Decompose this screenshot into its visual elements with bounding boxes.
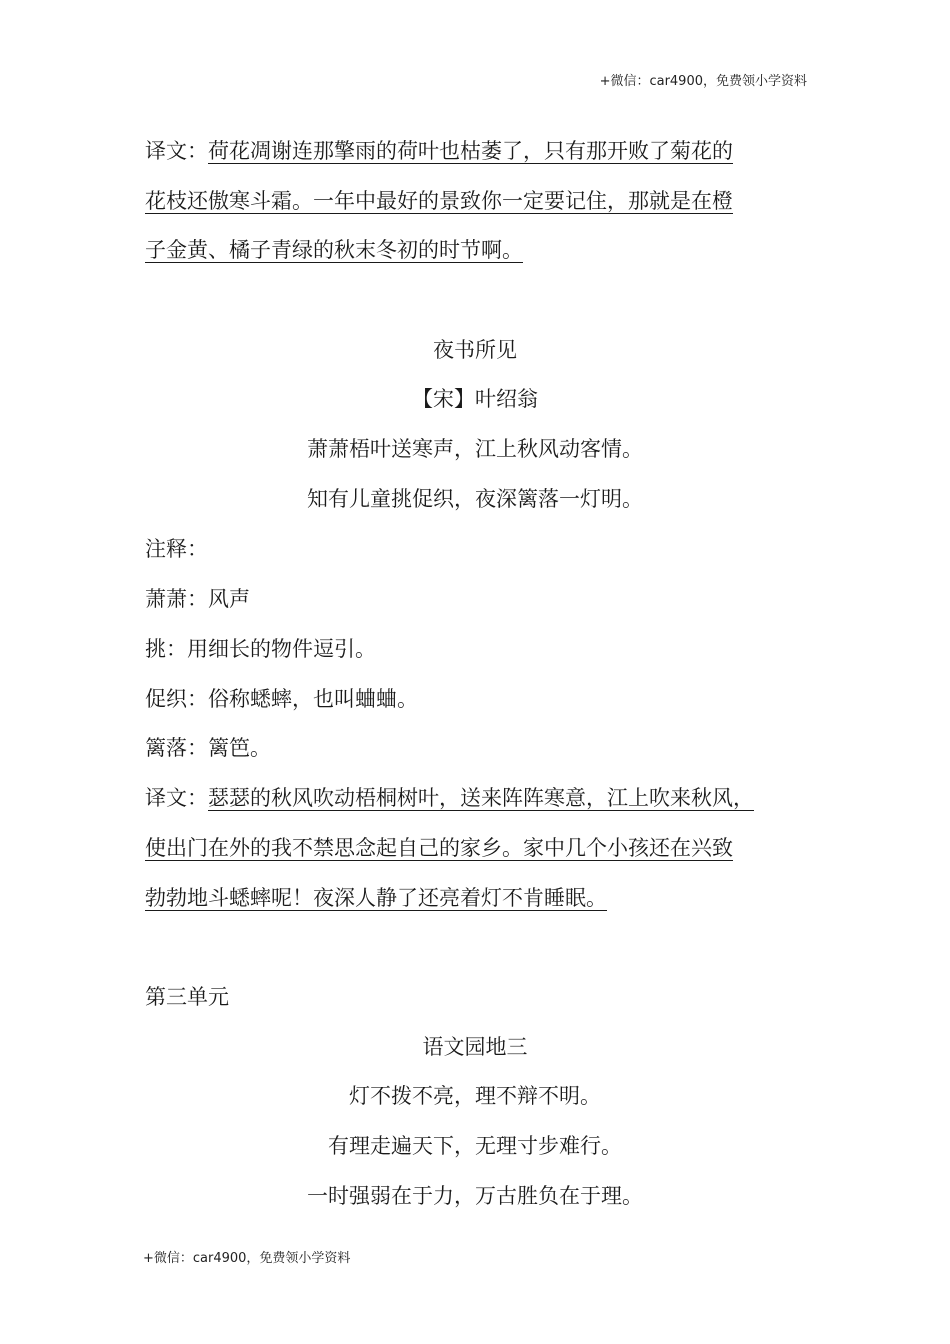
poem1-translation-text-1: 荷花凋谢连那擎雨的荷叶也枯萎了，只有那开败了菊花的 bbox=[208, 139, 733, 163]
unit3-saying-2: 有理走遍天下，无理寸步难行。 bbox=[328, 1134, 622, 1158]
poem2-note-1: 萧萧：风声 bbox=[145, 587, 250, 611]
poem1-translation-line-2 bbox=[145, 186, 733, 216]
poem2-note-3: 促织：俗称蟋蟀，也叫蛐蛐。 bbox=[145, 687, 418, 711]
poem2-title: 夜书所见 bbox=[433, 338, 517, 362]
poem2-translation-label: 译文： bbox=[145, 786, 208, 810]
poem1-translation-line-3 bbox=[145, 235, 523, 265]
poem1-translation-line-1 bbox=[145, 136, 733, 166]
unit3-heading: 第三单元 bbox=[145, 985, 229, 1009]
poem1-translation-text-3: 子金黄、橘子青绿的秋末冬初的时节啊。 bbox=[145, 238, 523, 262]
unit3-saying-1: 灯不拨不亮，理不辩不明。 bbox=[349, 1084, 601, 1108]
poem1-translation-text-2: 花枝还傲寒斗霜。一年中最好的景致你一定要记住，那就是在橙 bbox=[145, 189, 733, 213]
poem2-translation-text-2: 使出门在外的我不禁思念起自己的家乡。家中几个小孩还在兴致 bbox=[145, 836, 733, 860]
poem2-author: 【宋】叶绍翁 bbox=[412, 387, 538, 411]
poem2-note-2: 挑：用细长的物件逗引。 bbox=[145, 637, 376, 661]
poem2-verse-2: 知有儿童挑促织，夜深篱落一灯明。 bbox=[307, 487, 643, 511]
poem2-translation-text-1: 瑟瑟的秋风吹动梧桐树叶，送来阵阵寒意，江上吹来秋风， bbox=[208, 786, 754, 810]
unit3-title: 语文园地三 bbox=[422, 1035, 528, 1059]
poem2-translation-line-1 bbox=[145, 783, 754, 813]
poem1-translation-label: 译文： bbox=[145, 139, 208, 163]
footer-watermark-note: +微信：car4900，免费领小学资料 bbox=[143, 1251, 351, 1266]
poem2-verse-1: 萧萧梧叶送寒声，江上秋风动客情。 bbox=[307, 437, 643, 461]
poem2-translation-text-3: 勃勃地斗蟋蟀呢！夜深人静了还亮着灯不肯睡眠。 bbox=[145, 886, 607, 910]
poem2-translation-line-3 bbox=[145, 883, 607, 913]
poem2-notes-heading: 注释： bbox=[145, 537, 208, 561]
poem2-note-4: 篱落：篱笆。 bbox=[145, 736, 271, 760]
poem2-translation-line-2 bbox=[145, 833, 733, 863]
header-watermark-note: +微信：car4900，免费领小学资料 bbox=[599, 74, 807, 89]
unit3-saying-3: 一时强弱在于力，万古胜负在于理。 bbox=[307, 1184, 643, 1208]
